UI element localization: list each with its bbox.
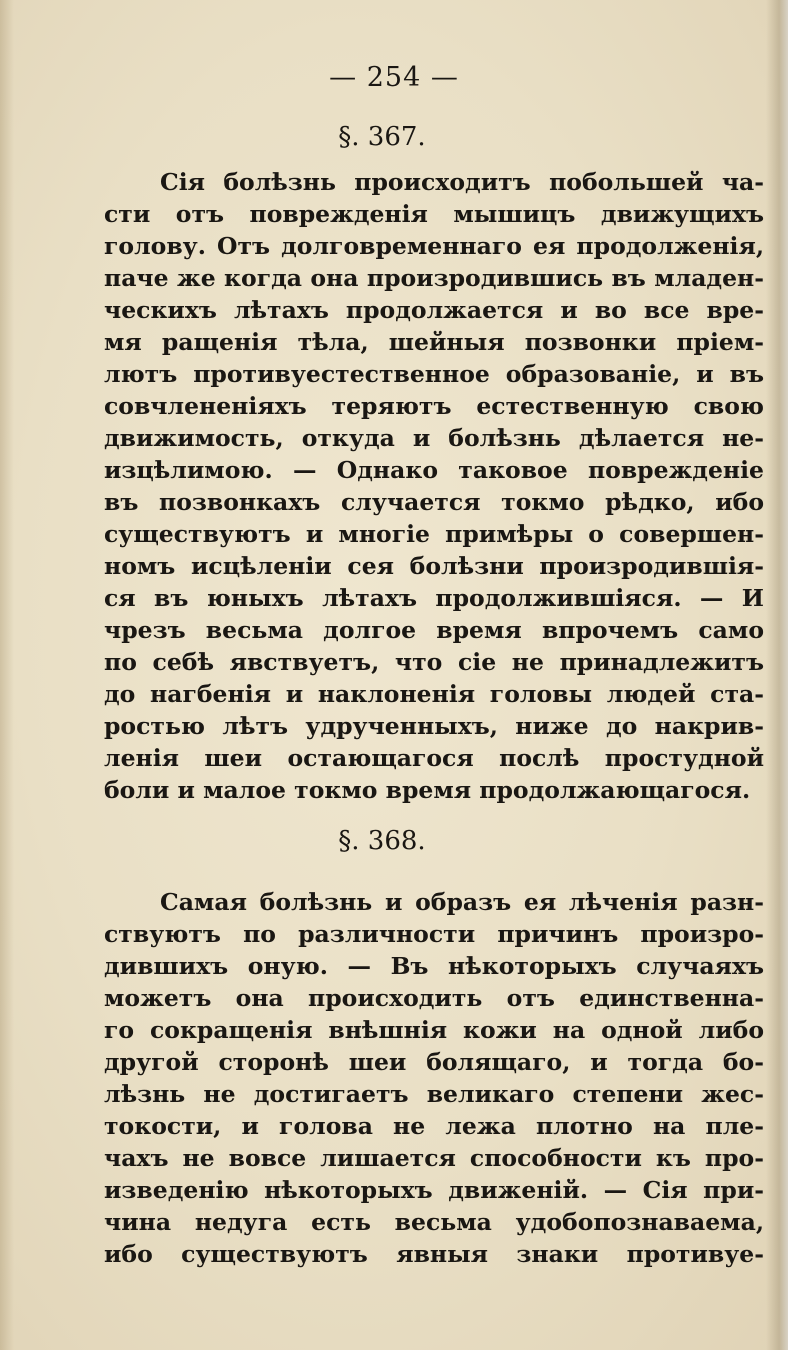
text-line: Самая болѣзнь и образъ ея лѣченія разн- xyxy=(160,888,764,916)
text-line: дившихъ оную. — Въ нѣкоторыхъ случаяхъ xyxy=(104,952,764,980)
text-line: изцѣлимою. — Однако таковое поврежденіе xyxy=(104,456,764,484)
text-line: ческихъ лѣтахъ продолжается и во все вре- xyxy=(104,296,764,324)
text-line: по себѣ явствуетъ, что сіе не принадлежитъ xyxy=(104,648,764,676)
text-line: изведенію нѣкоторыхъ движеній. — Сія при- xyxy=(104,1176,764,1204)
section-367-paragraph xyxy=(104,166,764,806)
section-368-paragraph xyxy=(104,886,764,1270)
text-line: чрезъ весьма долгое время впрочемъ само xyxy=(104,616,764,644)
text-line: ленія шеи остающагося послѣ простудной xyxy=(104,744,764,772)
text-line: паче же когда она произродившись въ младен- xyxy=(104,264,764,292)
text-line: движимость, откуда и болѣзнь дѣлается не- xyxy=(104,424,764,452)
text-line: голову. Отъ долговременнаго ея продолженія, xyxy=(104,232,764,260)
text-line: ся въ юныхъ лѣтахъ продолжившіяся. — И xyxy=(104,584,764,612)
text-line: номъ исцѣленіи сея болѣзни произродившія- xyxy=(104,552,764,580)
section-heading-368: §. 368. xyxy=(338,826,426,856)
text-line: совчлененіяхъ теряютъ естественную свою xyxy=(104,392,764,420)
text-line: лѣзнь не достигаетъ великаго степени жес- xyxy=(104,1080,764,1108)
page-number: — 254 — xyxy=(329,62,459,93)
text-line: ростью лѣтъ удрученныхъ, ниже до накрив- xyxy=(104,712,764,740)
text-line: существуютъ и многіе примѣры о совершен- xyxy=(104,520,764,548)
text-line: го сокращенія внѣшнія кожи на одной либо xyxy=(104,1016,764,1044)
text-line: въ позвонкахъ случается токмо рѣдко, ибо xyxy=(104,488,764,516)
page-gutter-shadow xyxy=(0,0,14,1350)
text-line: ибо существуютъ явныя знаки противуе- xyxy=(104,1240,764,1268)
text-line: можетъ она происходить отъ единственна- xyxy=(104,984,764,1012)
text-line: сти отъ поврежденія мышицъ движущихъ xyxy=(104,200,764,228)
text-line: чахъ не вовсе лишается способности къ про- xyxy=(104,1144,764,1172)
section-heading-367: §. 367. xyxy=(338,122,426,152)
text-line: мя ращенія тѣла, шейныя позвонки пріем- xyxy=(104,328,764,356)
text-line: токости, и голова не лежа плотно на пле- xyxy=(104,1112,764,1140)
text-line: Сія болѣзнь происходитъ побольшей ча- xyxy=(160,168,764,196)
text-line: боли и малое токмо время продолжающагося. xyxy=(104,776,751,804)
text-line: ствуютъ по различности причинъ произро- xyxy=(104,920,764,948)
page-edge-shadow xyxy=(766,0,788,1350)
text-line: до нагбенія и наклоненія головы людей ста- xyxy=(104,680,764,708)
text-line: чина недуга есть весьма удобопознаваема, xyxy=(104,1208,764,1236)
text-line: лютъ противуестественное образованіе, и въ xyxy=(104,360,764,388)
text-line: другой сторонѣ шеи болящаго, и тогда бо- xyxy=(104,1048,764,1076)
